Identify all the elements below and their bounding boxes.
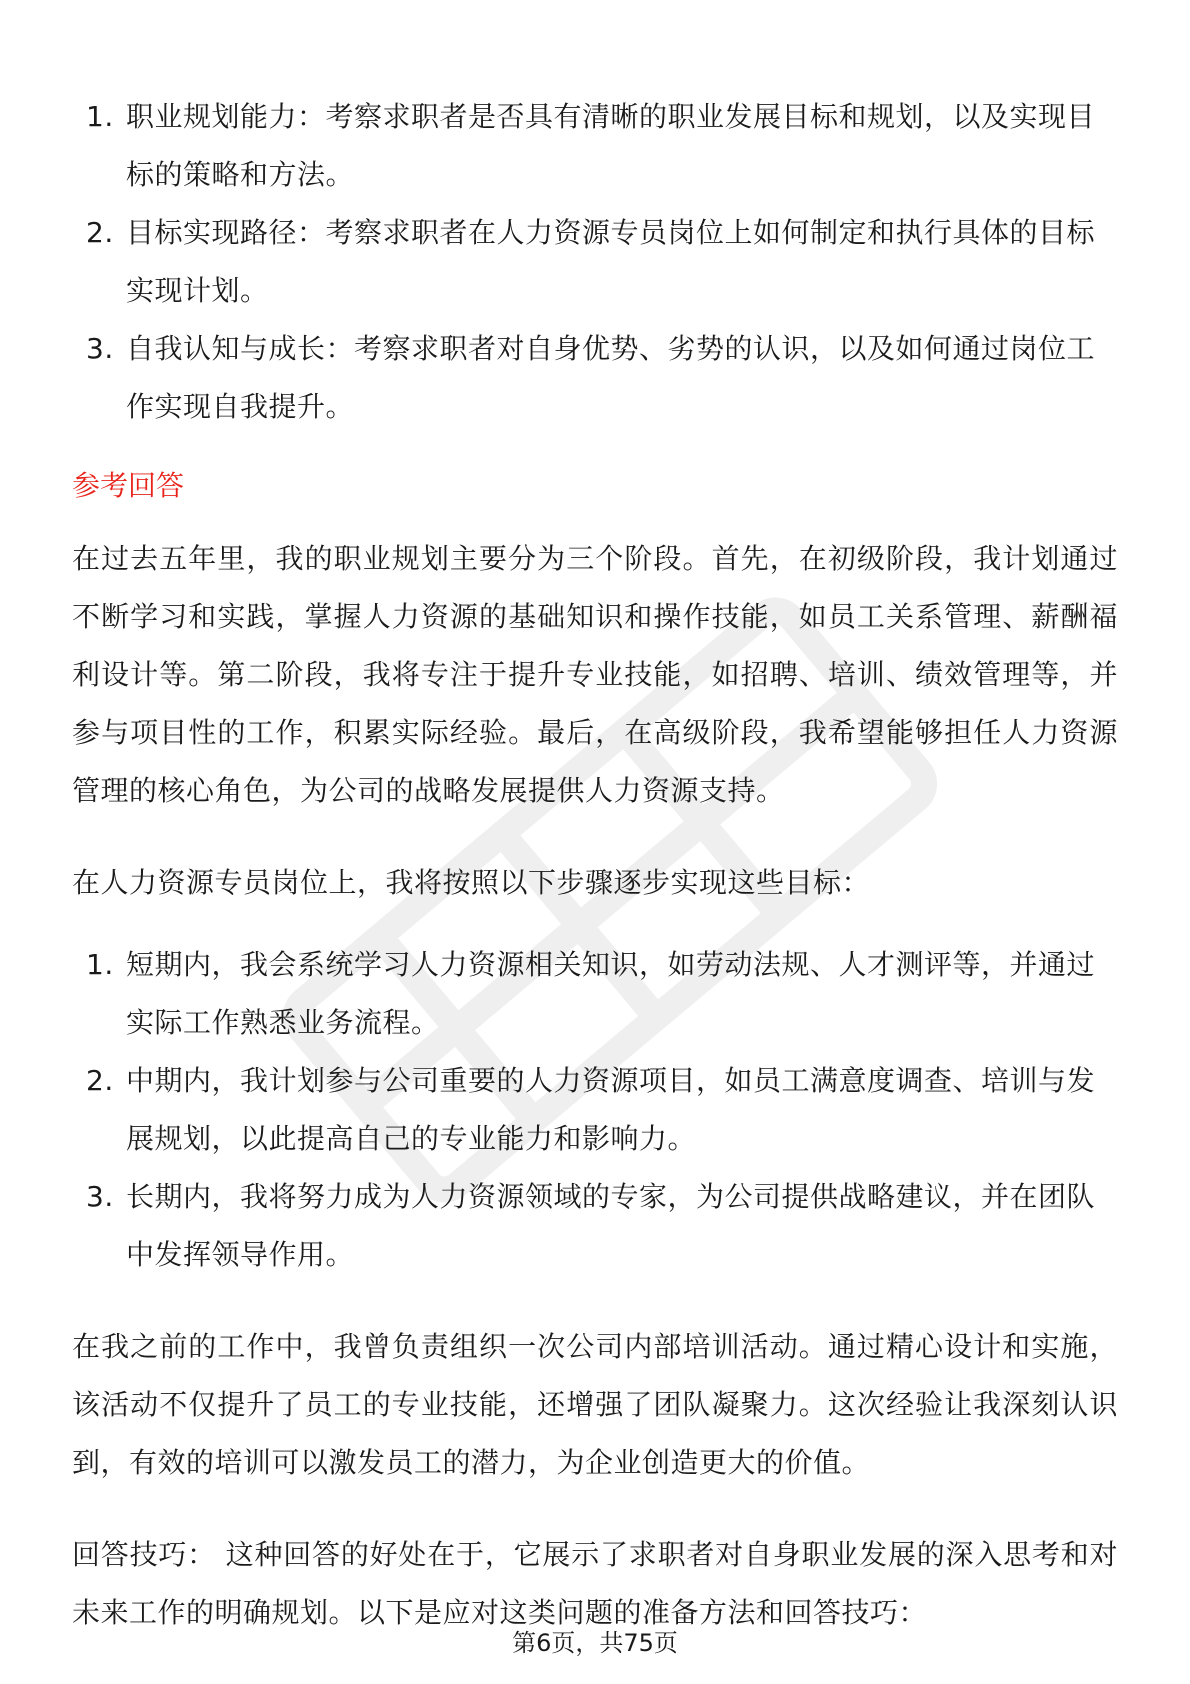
list-item <box>72 1052 1118 1168</box>
list-item <box>72 1168 1118 1284</box>
answer-paragraph-2: 在人力资源专员岗位上，我将按照以下步骤逐步实现这些目标： <box>72 866 871 899</box>
list-item-text: 职业规划能力：考察求职者是否具有清晰的职业发展目标和规划，以及实现目标的策略和方法。 <box>126 100 1096 191</box>
list-number: 2. <box>86 1064 114 1097</box>
list-number: 1. <box>86 948 114 981</box>
list-item <box>72 204 1118 320</box>
list-item-text: 自我认知与成长：考察求职者对自身优势、劣势的认识，以及如何通过岗位工作实现自我提升。 <box>126 332 1096 423</box>
list-number: 1. <box>86 100 114 133</box>
list-item-text: 中期内，我计划参与公司重要的人力资源项目，如员工满意度调查、培训与发展规划，以此提高自己的专业能力和影响力。 <box>126 1064 1096 1155</box>
steps-list <box>72 936 1118 1284</box>
list-item-text: 短期内，我会系统学习人力资源相关知识，如劳动法规、人才测评等，并通过实际工作熟悉业务流程。 <box>126 948 1096 1039</box>
answer-paragraph-3: 在我之前的工作中，我曾负责组织一次公司内部培训活动。通过精心设计和实施，该活动不仅提升了员工的专业技能，还增强了团队凝聚力。这次经验让我深刻认识到，有效的培训可以激发员工的潜力，为企业创造更大的价值。 <box>72 1330 1118 1479</box>
list-item-text: 目标实现路径：考察求职者在人力资源专员岗位上如何制定和执行具体的目标实现计划。 <box>126 216 1096 307</box>
list-item-text: 长期内，我将努力成为人力资源领域的专家，为公司提供战略建议，并在团队中发挥领导作用。 <box>126 1180 1096 1271</box>
list-number: 3. <box>86 1180 114 1213</box>
list-number: 2. <box>86 216 114 249</box>
page-footer: 第6页，共75页 <box>512 1629 678 1657</box>
list-item <box>72 320 1118 436</box>
answer-paragraph-1: 在过去五年里，我的职业规划主要分为三个阶段。首先，在初级阶段，我计划通过不断学习和实践，掌握人力资源的基础知识和操作技能，如员工关系管理、薪酬福利设计等。第二阶段，我将专注于提升专业技能，如招聘、培训、绩效管理等，并参与项目性的工作，积累实际经验。最后，在高级阶段，我希望能够担任人力资源管理的核心角色，为公司的战略发展提供人力资源支持。 <box>72 542 1118 807</box>
tips-paragraph: 回答技巧： 这种回答的好处在于，它展示了求职者对自身职业发展的深入思考和对未来工作的明确规划。以下是应对这类问题的准备方法和回答技巧： <box>72 1538 1118 1629</box>
list-item <box>72 936 1118 1052</box>
list-item <box>72 88 1118 204</box>
list-number: 3. <box>86 332 114 365</box>
evaluation-points-list <box>72 88 1118 436</box>
main-content <box>72 88 1118 1642</box>
section-heading-reference-answer: 参考回答 <box>72 469 185 502</box>
